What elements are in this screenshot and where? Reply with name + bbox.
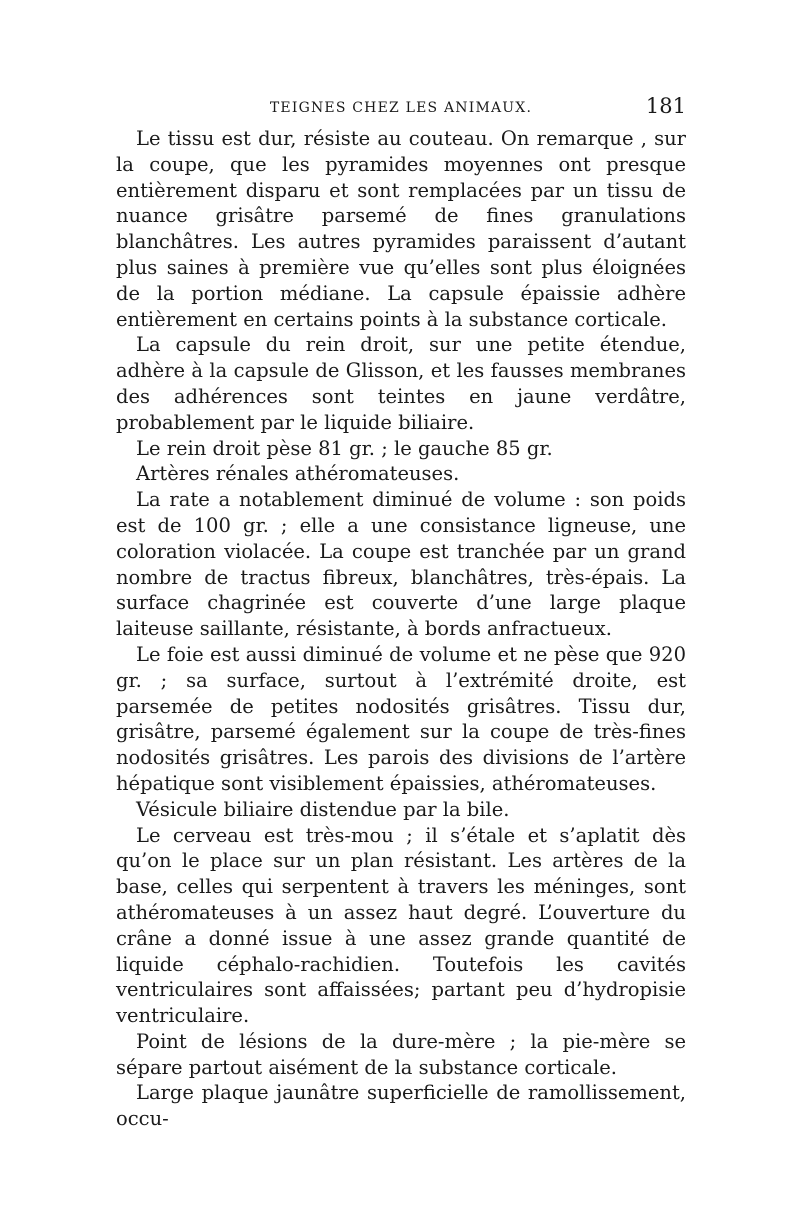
running-header bbox=[116, 92, 686, 122]
paragraph-renal-arteries: Artères rénales athéromateuses. bbox=[136, 462, 460, 486]
paragraph-kidney-tissue: Le tissu est dur, résiste au couteau. On remarque , sur la coupe, que les pyramides moyennes ont presque entièrement disparu et sont remplacées par un tissu de nuance grisâtre parsemé de fines granulations blanchâtres. Les autres pyramides paraissent d’autant plus saines à première vue qu’elles sont plus éloignées de la portion médiane. La capsule épaissie adhère entièrement en certains points à la substance corticale. bbox=[116, 127, 686, 331]
paragraph-spleen: La rate a notablement diminué de volume : son poids est de 100 gr. ; elle a une consistance ligneuse, une coloration violacée. La coupe est tranchée par un grand nombre de tractus fibreux, blanchâtres, très-épais. La surface chagrinée est couverte d’une large plaque laiteuse saillante, résistante, à bords anfractueux. bbox=[116, 488, 686, 641]
paragraph-softening-plaque: Large plaque jaunâtre superficielle de ramollissement, occu- bbox=[116, 1081, 686, 1131]
paragraph-gallbladder: Vésicule biliaire distendue par la bile. bbox=[136, 797, 510, 821]
running-title: TEIGNES CHEZ LES ANIMAUX. bbox=[269, 100, 533, 116]
paragraph-meninges: Point de lésions de la dure-mère ; la pie-mère se sépare partout aisément de la substance corticale. bbox=[116, 1029, 686, 1079]
paragraph-kidney-weights: Le rein droit pèse 81 gr. ; le gauche 85 gr. bbox=[136, 436, 553, 460]
page-number: 181 bbox=[645, 94, 686, 118]
body-text bbox=[116, 126, 686, 1132]
paragraph-liver: Le foie est aussi diminué de volume et ne pèse que 920 gr. ; sa surface, surtout à l’extrémité droite, est parsemée de petites nodosités grisâtres. Tissu dur, grisâtre, parsemé également sur la coupe de très-fines nodosités grisâtres. Les parois des divisions de l’artère hépatique sont visiblement épaissies, athéromateuses. bbox=[116, 642, 686, 795]
paragraph-brain: Le cerveau est très-mou ; il s’étale et s’aplatit dès qu’on le place sur un plan résistant. Les artères de la base, celles qui serpentent à travers les méninges, sont athéromateuses à un assez haut degré. L’ouverture du crâne a donné issue à une assez grande quantité de liquide céphalo-rachidien. Toutefois les cavités ventriculaires sont affaissées; partant peu d’hydropisie ventriculaire. bbox=[116, 823, 686, 1028]
paragraph-right-kidney-capsule: La capsule du rein droit, sur une petite étendue, adhère à la capsule de Glisson, et les fausses membranes des adhérences sont teintes en jaune verdâtre, probablement par le liquide biliaire. bbox=[116, 333, 686, 434]
